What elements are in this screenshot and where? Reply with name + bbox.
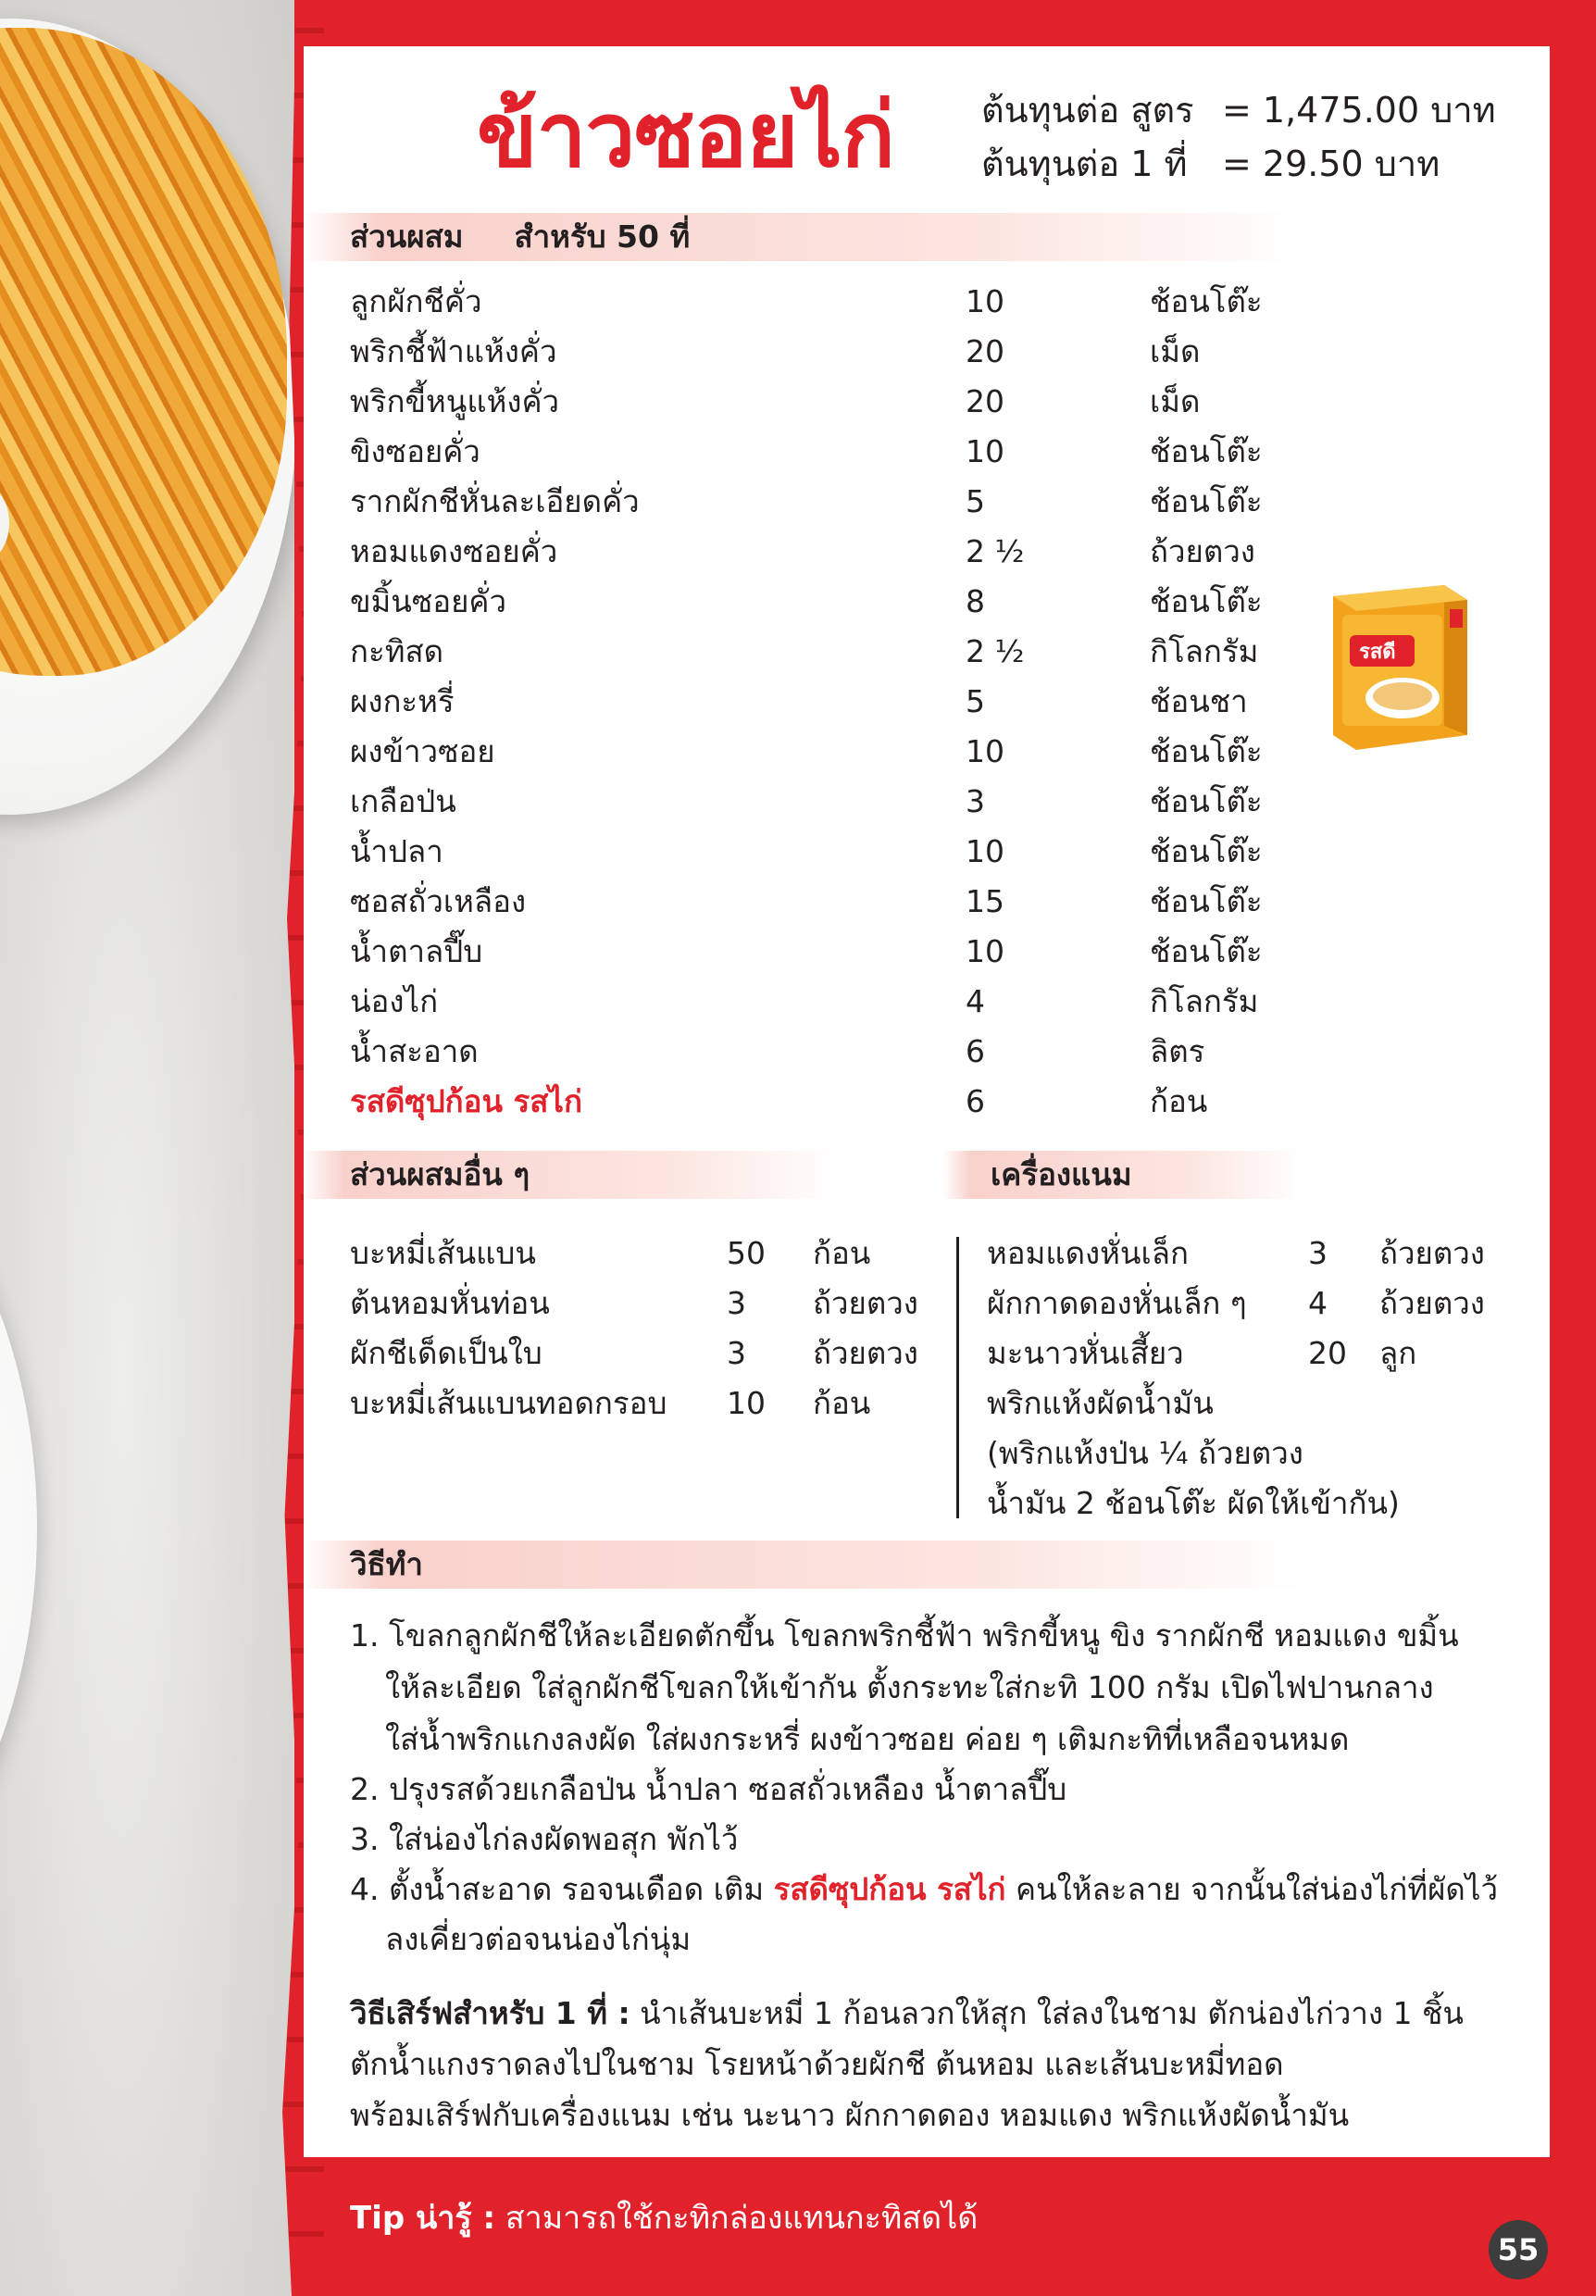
ingredient-name: หอมแดงซอยคั่ว bbox=[350, 533, 558, 569]
ingredient-qty: 10 bbox=[966, 283, 1004, 319]
condiment-unit: ถ้วยตวง bbox=[1379, 1285, 1485, 1321]
ingredient-name: ขิงซอยคั่ว bbox=[350, 433, 480, 469]
ingredient-unit: ช้อนโต๊ะ bbox=[1150, 733, 1263, 769]
ingredient-qty: 8 bbox=[966, 583, 985, 619]
method-step-1-line3: ใส่น้ำพริกแกงลงผัด ใส่ผงกระหรี่ ผงข้าวซอย ค่อย ๆ เติมกะทิที่เหลือจนหมด bbox=[385, 1721, 1350, 1757]
condiment-name: หอมแดงหั่นเล็ก bbox=[987, 1235, 1189, 1271]
other-ingredient-name: บะหมี่เส้นแบน bbox=[350, 1235, 536, 1271]
cost-per-recipe bbox=[981, 81, 1496, 138]
ingredient-name: กะทิสด bbox=[350, 633, 444, 669]
ingredient-qty: 20 bbox=[966, 383, 1004, 419]
ingredient-qty: 2 ½ bbox=[966, 533, 1025, 569]
column-divider bbox=[956, 1237, 959, 1518]
ingredient-qty: 5 bbox=[966, 683, 985, 719]
method-step-1-line1: 1. โขลกลูกผักชีให้ละเอียดตักขึ้น โขลกพริกชี้ฟ้า พริกขี้หนู ขิง รากผักชี หอมแดง ขมิ้น bbox=[350, 1617, 1459, 1653]
tip-label: Tip น่ารู้ : bbox=[350, 2200, 496, 2237]
ingredient-unit: ถ้วยตวง bbox=[1150, 533, 1255, 569]
ingredient-unit: ช้อนชา bbox=[1150, 683, 1248, 719]
ingredient-qty: 2 ½ bbox=[966, 633, 1025, 669]
food-photo bbox=[0, 0, 305, 2296]
serving-line1 bbox=[350, 1989, 1464, 2039]
other-ingredient-qty: 3 bbox=[727, 1285, 746, 1321]
cost-per-serving bbox=[981, 135, 1440, 192]
ingredient-unit: กิโลกรัม bbox=[1150, 983, 1259, 1019]
chili-oil-line1: พริกแห้งผัดน้ำมัน bbox=[987, 1385, 1214, 1421]
ingredient-unit: ช้อนโต๊ะ bbox=[1150, 583, 1263, 619]
method-step-4-line1 bbox=[350, 1865, 1498, 1915]
chili-oil-line3: น้ำมัน 2 ช้อนโต๊ะ ผัดให้เข้ากัน) bbox=[987, 1485, 1400, 1521]
ingredient-name: ผงกะหรี่ bbox=[350, 683, 455, 719]
other-ingredient-name: ต้นหอมหั่นท่อน bbox=[350, 1285, 550, 1321]
serving-label: วิธีเสิร์ฟสำหรับ 1 ที่ : bbox=[350, 1995, 630, 2031]
serving-text-1: นำเส้นบะหมี่ 1 ก้อนลวกให้สุก ใส่ลงในชาม ตักน่องไก่วาง 1 ชิ้น bbox=[630, 1995, 1464, 2031]
tip-footer bbox=[350, 2192, 978, 2242]
ingredient-name: เกลือป่น bbox=[350, 783, 456, 819]
other-ingredient-unit: ถ้วยตวง bbox=[813, 1335, 918, 1371]
method-step-2: 2. ปรุงรสด้วยเกลือป่น น้ำปลา ซอสถั่วเหลือง น้ำตาลปี๊บ bbox=[350, 1771, 1067, 1807]
ingredient-name: พริกขี้หนูแห้งคั่ว bbox=[350, 383, 560, 419]
other-ingredient-qty: 10 bbox=[727, 1385, 766, 1421]
condiment-qty: 20 bbox=[1308, 1335, 1347, 1371]
ingredient-unit: กิโลกรัม bbox=[1150, 633, 1259, 669]
ingredient-name: น้ำสะอาด bbox=[350, 1033, 479, 1069]
condiment-qty: 3 bbox=[1308, 1235, 1328, 1271]
ingredient-qty: 10 bbox=[966, 433, 1004, 469]
cost-per-recipe-value: = 1,475.00 บาท bbox=[1222, 90, 1496, 131]
ingredient-unit: ช้อนโต๊ะ bbox=[1150, 433, 1263, 469]
step-4-product-highlight: รสดีซุปก้อน รสไก่ bbox=[773, 1871, 1006, 1907]
page-number: 55 bbox=[1489, 2220, 1548, 2279]
other-ingredient-qty: 3 bbox=[727, 1335, 746, 1371]
ingredient-unit: ก้อน bbox=[1150, 1083, 1208, 1119]
ingredient-name: น่องไก่ bbox=[350, 983, 439, 1019]
ingredient-name: น้ำตาลปี๊บ bbox=[350, 933, 483, 969]
ingredient-name: ขมิ้นซอยคั่ว bbox=[350, 583, 507, 619]
recipe-title: ข้าวซอยไก่ bbox=[477, 83, 894, 187]
other-ingredient-name: บะหมี่เส้นแบนทอดกรอบ bbox=[350, 1385, 667, 1421]
ingredient-qty: 20 bbox=[966, 333, 1004, 369]
ingredient-unit: ช้อนโต๊ะ bbox=[1150, 483, 1263, 519]
method-step-4-line2: ลงเคี่ยวต่อจนน่องไก่นุ่ม bbox=[385, 1921, 692, 1957]
cost-per-serving-label: ต้นทุนต่อ 1 ที่ bbox=[981, 144, 1188, 184]
ingredient-name: รสดีซุปก้อน รสไก่ bbox=[350, 1083, 582, 1119]
ingredient-qty: 10 bbox=[966, 933, 1004, 969]
ingredient-name: รากผักชีหั่นละเอียดคั่ว bbox=[350, 483, 640, 519]
ingredient-qty: 5 bbox=[966, 483, 985, 519]
ingredients-heading bbox=[302, 213, 1302, 261]
condiment-qty: 4 bbox=[1308, 1285, 1328, 1321]
method-heading: วิธีทำ bbox=[302, 1541, 1302, 1589]
ingredient-name: ซอสถั่วเหลือง bbox=[350, 883, 527, 919]
ingredient-unit: ช้อนโต๊ะ bbox=[1150, 833, 1263, 869]
condiment-name: มะนาวหั่นเสี้ยว bbox=[987, 1335, 1184, 1371]
step-4-text-pre: 4. ตั้งน้ำสะอาด รอจนเดือด เติม bbox=[350, 1871, 774, 1907]
method-step-1-line2: ให้ละเอียด ใส่ลูกผักชีโขลกให้เข้ากัน ตั้งกระทะใส่กะทิ 100 กรัม เปิดไฟปานกลาง bbox=[385, 1669, 1434, 1705]
ingredient-qty: 15 bbox=[966, 883, 1004, 919]
ingredient-unit: ลิตร bbox=[1150, 1033, 1205, 1069]
ingredient-qty: 10 bbox=[966, 733, 1004, 769]
chili-oil-line2: (พริกแห้งป่น ¼ ถ้วยตวง bbox=[987, 1435, 1303, 1471]
ingredient-qty: 4 bbox=[966, 983, 985, 1019]
tip-text: สามารถใช้กะทิกล่องแทนกะทิสดได้ bbox=[495, 2200, 979, 2237]
condiment-name: ผักกาดดองหั่นเล็ก ๆ bbox=[987, 1285, 1247, 1321]
ingredient-unit: ช้อนโต๊ะ bbox=[1150, 283, 1263, 319]
ingredient-unit: เม็ด bbox=[1150, 333, 1201, 369]
other-ingredient-unit: ก้อน bbox=[813, 1385, 871, 1421]
other-ingredient-unit: ถ้วยตวง bbox=[813, 1285, 918, 1321]
ingredient-qty: 6 bbox=[966, 1033, 985, 1069]
ingredients-heading-label: ส่วนผสม bbox=[350, 218, 464, 255]
ingredient-qty: 6 bbox=[966, 1083, 985, 1119]
ingredient-unit: เม็ด bbox=[1150, 383, 1201, 419]
step-4-text-post: คนให้ละลาย จากนั้นใส่น่องไก่ที่ผัดไว้ bbox=[1005, 1871, 1498, 1907]
condiment-unit: ถ้วยตวง bbox=[1379, 1235, 1485, 1271]
condiment-unit: ลูก bbox=[1379, 1335, 1417, 1371]
ingredient-qty: 10 bbox=[966, 833, 1004, 869]
serves-label: สำหรับ 50 ที่ bbox=[514, 218, 691, 255]
ingredient-qty: 3 bbox=[966, 783, 985, 819]
cost-per-recipe-label: ต้นทุนต่อ สูตร bbox=[981, 90, 1194, 131]
soup-bowl-shape bbox=[0, 1111, 37, 1944]
ingredient-unit: ช้อนโต๊ะ bbox=[1150, 933, 1263, 969]
serving-line3: พร้อมเสิร์ฟกับเครื่องแนม เช่น นะนาว ผักกาดดอง หอมแดง พริกแห้งผัดน้ำมัน bbox=[350, 2097, 1350, 2133]
rosdee-soup-cube-box-icon bbox=[1315, 578, 1472, 754]
cost-per-serving-value: = 29.50 บาท bbox=[1222, 144, 1440, 184]
other-ingredient-name: ผักชีเด็ดเป็นใบ bbox=[350, 1335, 542, 1371]
method-step-3: 3. ใส่น่องไก่ลงผัดพอสุก พักไว้ bbox=[350, 1821, 739, 1857]
product-brand-text: รสดี bbox=[1359, 641, 1396, 664]
ingredient-name: ผงข้าวซอย bbox=[350, 733, 495, 769]
other-ingredient-unit: ก้อน bbox=[813, 1235, 871, 1271]
serving-line2: ตักน้ำแกงราดลงไปในชาม โรยหน้าด้วยผักชี ต้นหอม และเส้นบะหมี่ทอด bbox=[350, 2046, 1284, 2082]
ingredient-name: ลูกผักชีคั่ว bbox=[350, 283, 482, 319]
ingredient-unit: ช้อนโต๊ะ bbox=[1150, 883, 1263, 919]
other-ingredients-heading: ส่วนผสมอื่น ๆ bbox=[302, 1151, 839, 1199]
ingredient-name: พริกชี้ฟ้าแห้งคั่ว bbox=[350, 333, 557, 369]
condiments-heading: เครื่องแนม bbox=[942, 1151, 1303, 1199]
ingredient-name: น้ำปลา bbox=[350, 833, 443, 869]
other-ingredient-qty: 50 bbox=[727, 1235, 766, 1271]
ingredient-unit: ช้อนโต๊ะ bbox=[1150, 783, 1263, 819]
